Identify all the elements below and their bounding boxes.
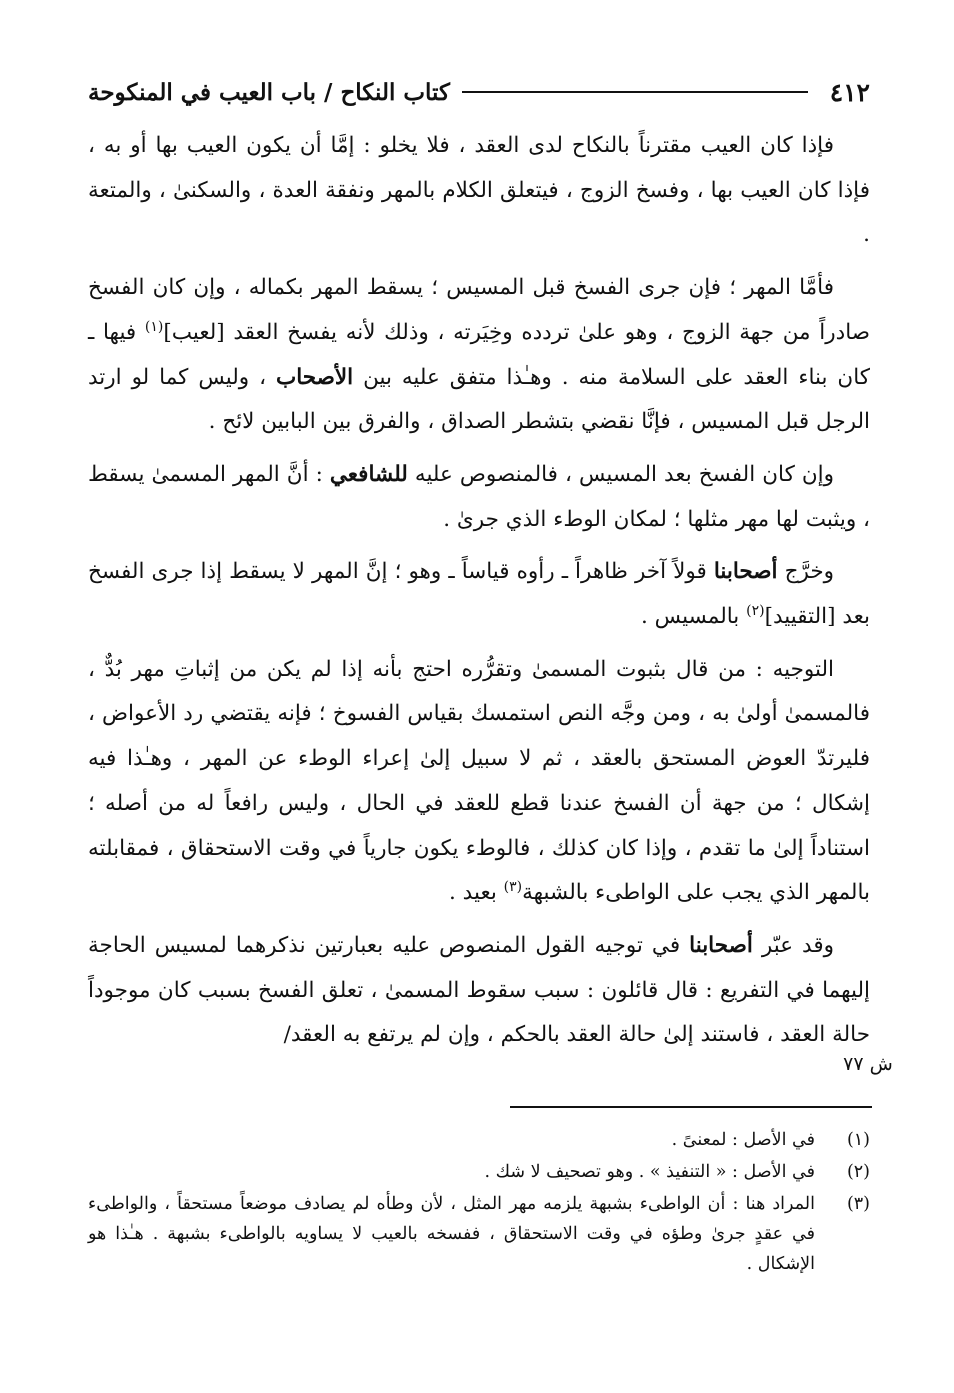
paragraph (88, 550, 870, 639)
paragraph-text: : أنَّ المهر المسمىٰ يسقط ، ويثبت لها مهر مثلها ؛ لمكان الوطء الذي جرىٰ . (88, 461, 870, 532)
footnote-ref: (١) (144, 318, 164, 335)
footnote (88, 1125, 870, 1155)
footnotes (88, 1125, 870, 1281)
paragraph-text: بالمسيس . (641, 604, 747, 630)
paragraph-text: بعيد . (449, 880, 504, 906)
paragraph-text: التوجيه : من قال بثبوت المسمىٰ وتقرُّره احتج بأنه إذا لم يكن من إثباتِ مهر بُدٌّ ، فالمسمىٰ أولىٰ به ، ومن وجَّه النص استمسك بقياس الفسوخ ؛ فإنه يقتضي رد الأعواض ، فليرتدّ العوض المستحق بالعقد ، ثم لا سبيل إلىٰ إعراء الوطء عن المهر ، وهـٰذا فيه إشكال ؛ من جهة أن الفسخ عندنا قطع للعقد في الحال ، وليس رافعاً له من أصله ؛ استناداً إلىٰ ما تقدم ، وإذا كان كذلك ، فالوطء يكون جارياً في وقت الاستحقاق ، فمقابلته بالمهر الذي يجب على الواطىء بالشبهة (88, 656, 870, 906)
running-title: كتاب النكاح / باب العيب في المنكوحة (88, 78, 450, 106)
paragraph (88, 124, 870, 258)
footnote-number: (٢) (846, 1162, 870, 1182)
paragraph-text: فأمَّا المهر ؛ فإن جرى الفسخ قبل المسيس ؛ يسقط المهر بكماله ، وإن كان الفسخ صادراً من جهة الزوج ، وهو علىٰ تردده وخِيَرته ، وذلك لأنه يفسخ العقد [لعيب] (88, 275, 870, 345)
footnote-number: (١) (846, 1130, 870, 1150)
footnote-text: في الأصل : « التنفيذ » . وهو تصحيف لا شك . (484, 1162, 815, 1182)
paragraph (88, 924, 870, 1058)
main-text (88, 124, 870, 1066)
footnote-number: (٣) (846, 1194, 870, 1214)
footnote-ref: (٣) (503, 879, 523, 896)
paragraph (88, 453, 870, 542)
footnote (88, 1157, 870, 1187)
bold-term: للشافعي (329, 461, 408, 487)
bold-term: أصحابنا (713, 559, 778, 585)
footnote (88, 1189, 870, 1279)
paragraph-text: وخرَّج (777, 559, 835, 585)
bold-term: الأصحاب (275, 364, 354, 390)
paragraph-text: قولاً آخر ظاهراً ـ رأوه قياساً ـ وهو ؛ إنَّ المهر لا يسقط إذا جرى الفسخ بعد [التقييد] (88, 559, 870, 630)
paragraph-text: ، وليس كما لو ارتد الرجل قبل المسيس ، فإنَّا نقضي بتشطر الصداق ، والفرق بين البابين لائح . (88, 364, 870, 435)
page-number: ٤١٢ (829, 77, 870, 107)
manuscript-folio-note: ش ٧٧ (843, 1053, 893, 1075)
paragraph-text: وإن كان الفسخ بعد المسيس ، فالمنصوص عليه (407, 461, 835, 487)
paragraph-text: فيها ـ كان بناء العقد على السلامة منه . وهـٰذا متفق عليه بين (88, 319, 870, 390)
page-header (88, 70, 870, 114)
paragraph-text: في توجيه القول المنصوص عليه بعبارتين نذكرهما لمسيس الحاجة إليهما في التفريع : قال قائلون : سبب سقوط المسمىٰ ، تعلق الفسخ بسبب كان موجوداً حالة العقد ، فاستند إلىٰ حالة العقد بالحكم ، وإن لم يرتفع به العقد/ (88, 932, 870, 1048)
header-rule (462, 91, 808, 93)
paragraph-text: وقد عبّر (752, 932, 835, 958)
paragraph (88, 648, 870, 916)
footnote-divider (510, 1106, 872, 1108)
paragraph-text: فإذا كان العيب مقترناً بالنكاح لدى العقد ، فلا يخلو : إمَّا أن يكون العيب بها أو به ، فإذا كان العيب بها ، وفسخ الزوج ، فيتعلق الكلام بالمهر ونفقة العدة ، والسكنىٰ ، والمتعة . (88, 133, 870, 248)
footnote-ref: (٢) (746, 602, 765, 619)
bold-term: أصحابنا (689, 932, 753, 958)
footnote-text: المراد هنا : أن الواطىء بشبهة يلزمه مهر المثل ، لأن وطأه لم يصادف موضعاً مستحقاً ، والواطىء في عقدٍ جرىٰ وطؤه في وقت الاستحقاق ، ففسخه بالعيب لا يساويه بالواطىء بشبهة . هـٰذا هو الإشكال . (88, 1194, 816, 1274)
footnote-text: في الأصل : لمعنىً . (671, 1130, 815, 1150)
paragraph (88, 266, 870, 445)
